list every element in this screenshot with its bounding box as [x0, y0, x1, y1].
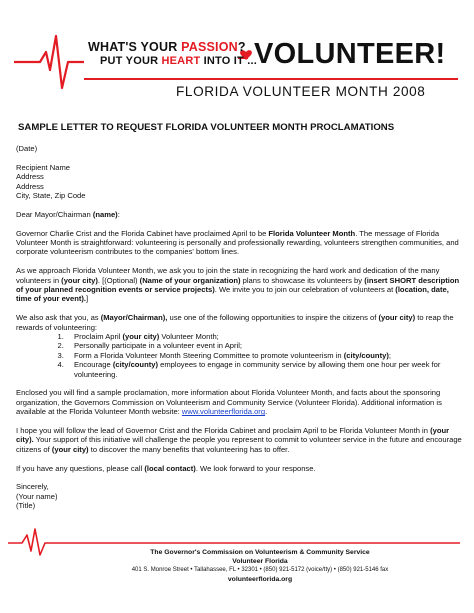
letter-footer: [0, 525, 474, 613]
list-item: 1. Proclaim April (your city) Volunteer Month;: [66, 332, 462, 341]
footer-org-short: Volunteer Florida: [232, 558, 288, 565]
paragraph-contact: If you have any questions, please call (local contact). We look forward to your response.: [16, 463, 316, 473]
letterhead: [0, 0, 474, 112]
list-item: 4. Encourage (city/county) employees to engage in community service by allowing them one hour per week for volunteering.: [66, 360, 462, 379]
footer-organization: The Governor's Commission on Volunteerism & Community Service: [150, 549, 370, 556]
address-line: Address: [16, 181, 44, 191]
recipient-address: [16, 163, 462, 201]
closing-line: (Title): [16, 501, 36, 511]
page-title: SAMPLE LETTER TO REQUEST FLORIDA VOLUNTEER MONTH PROCLAMATIONS: [18, 122, 395, 133]
footer-contact-info: 401 S. Monroe Street • Tallahassee, FL • 32301 • (850) 921-5172 (voice/tty) • (850) 921-5146 fax: [131, 567, 389, 573]
paragraph-opportunities: We also ask that you, as (Mayor/Chairman), use one of the following opportunities to inspire the citizens of (your city) to reap the rewards of volunteering:: [16, 313, 454, 332]
list-item: 3. Form a Florida Volunteer Month Steering Committee to promote volunteerism in (city/county);: [66, 351, 462, 360]
signature-block: [16, 482, 462, 510]
address-line: Address: [16, 172, 44, 182]
tagline-passion: WHAT'S YOUR PASSION?: [88, 40, 246, 54]
salutation: Dear Mayor/Chairman (name):: [16, 209, 120, 219]
letter-date: (Date): [16, 144, 38, 153]
closing-line: (Your name): [16, 491, 58, 501]
paragraph-enclosures: Enclosed you will find a sample proclamation, more information about Florida Volunteer Month, and facts about the sponsoring organization, the Governors Commission on Volunteerism and Community Service (Volunteer Florida). Additional information is available at the Florida Volunteer Month website: www.volunteerflorida.org.: [16, 388, 442, 417]
opportunity-list: [16, 332, 462, 379]
paragraph-hope: I hope you will follow the lead of Governor Crist and the Florida Cabinet and proclaim April to be Florida Volunteer Month in (your city). Your support of this initiative will challenge the people you represent to commit to volunteer service in the future and encourage citizens of (your city) to discover the many benefits that volunteering has to offer.: [16, 426, 462, 454]
address-line: City, State, Zip Code: [16, 191, 86, 201]
event-subtitle: FLORIDA VOLUNTEER MONTH 2008: [176, 84, 426, 99]
closing-line: Sincerely,: [16, 482, 49, 492]
letter-body: [16, 122, 462, 511]
tagline-heart: PUT YOUR HEART INTO IT ...: [100, 55, 257, 67]
paragraph-request: As we approach Florida Volunteer Month, we ask you to join the state in recognizing the hard work and dedication of the many volunteers in (your city). [(Optional) (Name of your organization) plans to showcase its volunteers by (insert SHORT description of your planned recognition events or service projects). We invite you to join our celebration of volunteers at (location, date, time of your event).]: [16, 266, 460, 304]
volunteer-headline: VOLUNTEER!: [254, 38, 446, 70]
website-link[interactable]: www.volunteerflorida.org: [181, 407, 266, 417]
list-item: 2. Personally participate in a volunteer event in April;: [66, 341, 462, 350]
address-line: Recipient Name: [16, 162, 71, 172]
paragraph-intro: Governor Charlie Crist and the Florida Cabinet have proclaimed April to be Florida Volunteer Month. The message of Florida Volunteer Month is straightforward: volunteering is personally and professionally rewarding, volunteers strengthen communities, and corporate volunteerism contributes to the companies' bottom lines.: [16, 228, 459, 257]
footer-website: volunteerflorida.org: [227, 576, 293, 583]
